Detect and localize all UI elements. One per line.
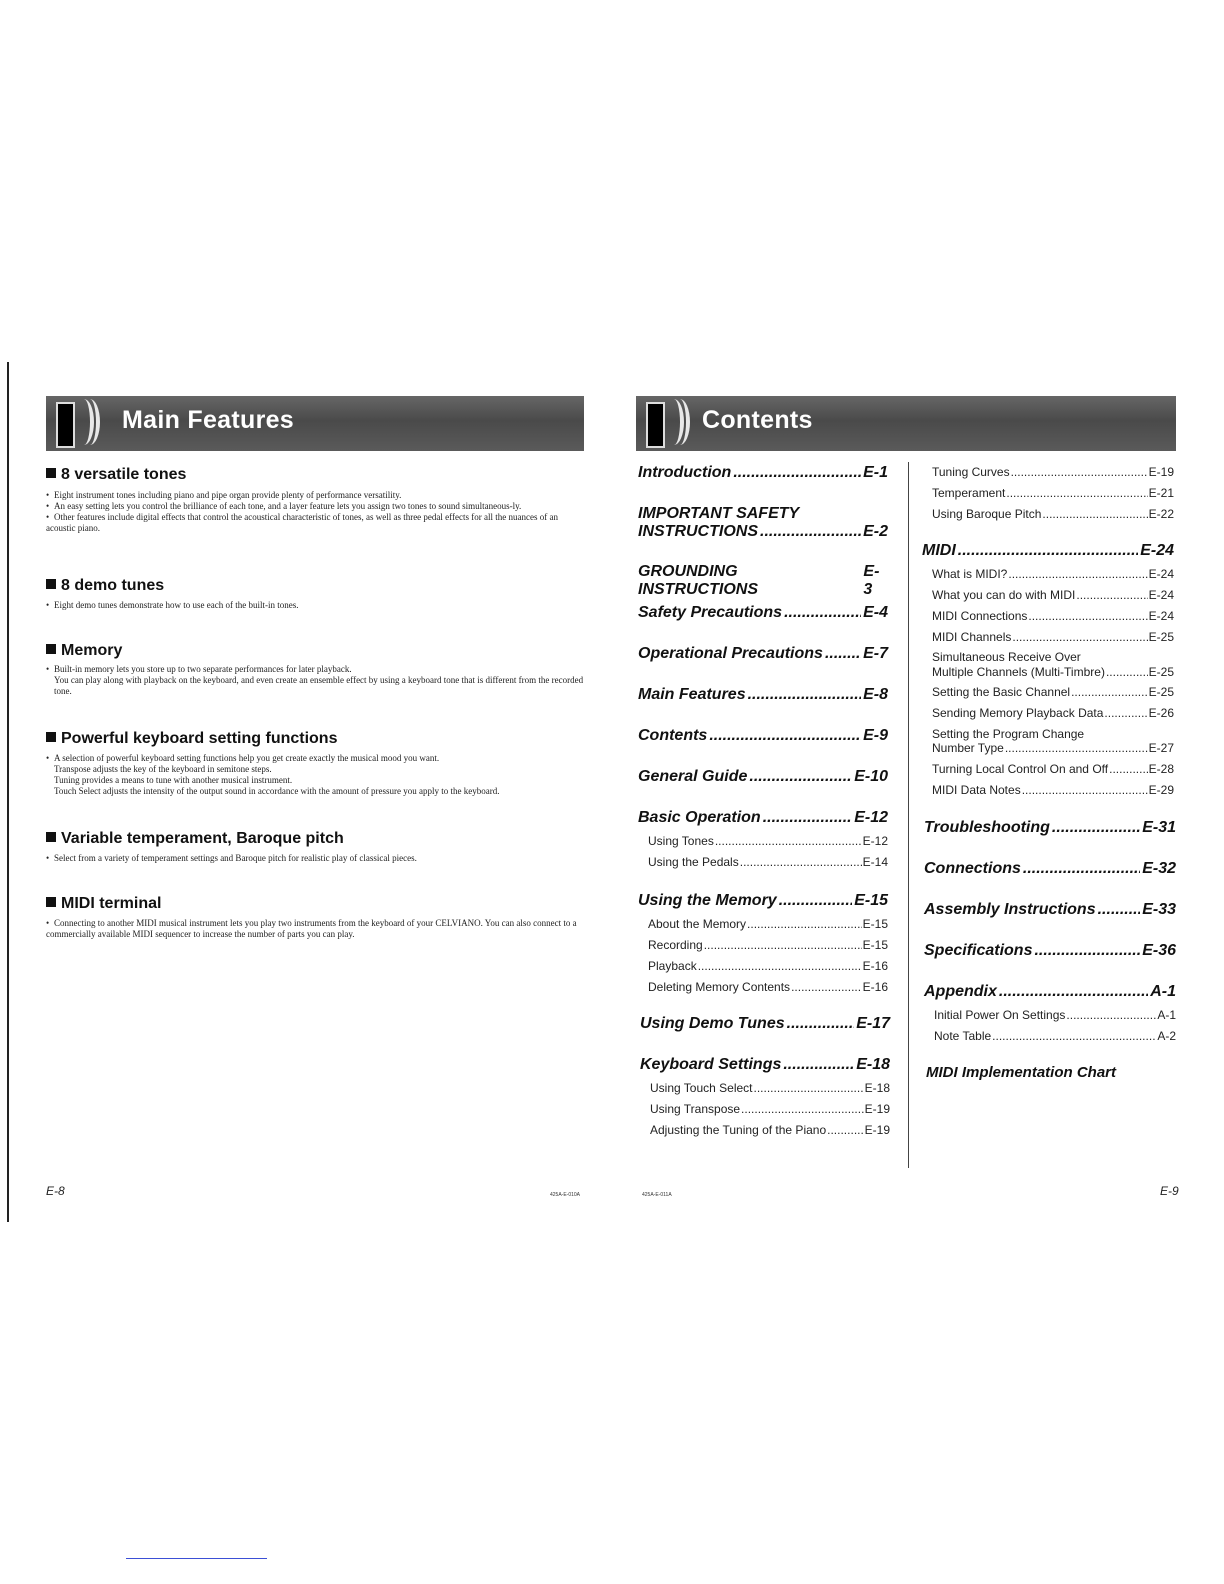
toc-entry[interactable]: Contents ..... E-9 [638, 727, 888, 745]
bullet-continuation: You can play along with playback on the keyboard, and even create an ensemble effect by using a keyboard tone that is different from the recorded tone. [54, 675, 584, 696]
toc-entry[interactable]: Appendix ..... A-1 [924, 983, 1176, 1001]
square-bullet-icon [46, 644, 56, 654]
bullet-item: • An easy setting lets you control the brilliance of each tone, and a layer feature lets you assign two tones to sound simultaneous-ly. [46, 501, 522, 511]
bullet-item: • Connecting to another MIDI musical instrument lets you play two instruments from the keyboard of your CELVIANO. You can also connect to a commercially available MIDI sequencer to increase the number of parts you can play. [46, 918, 577, 939]
toc-entry[interactable]: GROUNDING INSTRUCTIONS E-3 [638, 563, 880, 598]
banner-arc-icon [670, 399, 690, 445]
page-number: E-8 [46, 1184, 65, 1198]
toc-entry-line[interactable]: IMPORTANT SAFETY [638, 505, 800, 522]
bullet-item: • Select from a variety of temperament settings and Baroque pitch for realistic play of classical pieces. [46, 853, 417, 863]
banner-square-icon [56, 402, 75, 448]
bullet-item: • Eight demo tunes demonstrate how to use each of the built-in tones. [46, 600, 299, 610]
toc-entry[interactable]: Keyboard Settings ..... E-18 [640, 1056, 890, 1074]
banner-title: Main Features [122, 406, 295, 434]
toc-subentry[interactable]: What is MIDI? ..... E-24 [932, 567, 1174, 581]
bullet-item: • Other features include digital effects that control the acoustical characteristic of tones, as well as three pedal effects for all the nuances of an acoustic piano. [46, 512, 558, 533]
bullet-list [46, 664, 586, 697]
toc-subentry[interactable]: Recording ..... E-15 [648, 938, 888, 952]
toc-subentry[interactable]: Note Table ..... A-2 [934, 1029, 1176, 1043]
toc-subentry[interactable]: Number Type ..... E-27 [932, 741, 1174, 755]
bullet-list [46, 490, 586, 534]
banner-arc-icon [80, 399, 100, 445]
toc-entry[interactable]: General Guide ..... E-10 [638, 768, 888, 786]
toc-entry[interactable]: Connections ..... E-32 [924, 860, 1176, 878]
link-underline [126, 1558, 267, 1559]
doc-code: 425A-E-011A [642, 1192, 672, 1198]
toc-subentry[interactable]: Setting the Basic Channel ..... E-25 [932, 685, 1174, 699]
toc-subentry[interactable]: MIDI Data Notes ..... E-29 [932, 783, 1174, 797]
toc-subentry[interactable]: Multiple Channels (Multi-Timbre) ..... E-25 [932, 665, 1174, 679]
toc-entry[interactable]: Operational Precautions ..... E-7 [638, 645, 888, 663]
toc-entry[interactable]: Main Features ..... E-8 [638, 686, 888, 704]
doc-code: 425A-E-010A [550, 1192, 581, 1198]
bullet-continuation: Tuning provides a means to tune with another musical instrument. [54, 775, 293, 785]
toc-subentry[interactable]: Tuning Curves ..... E-19 [932, 465, 1174, 479]
square-bullet-icon [46, 832, 56, 842]
toc-entry[interactable]: Using Demo Tunes ..... E-17 [640, 1015, 890, 1033]
section-heading: Memory [46, 642, 122, 660]
bullet-list [46, 600, 586, 611]
toc-subentry[interactable]: Deleting Memory Contents ..... E-16 [648, 980, 888, 994]
square-bullet-icon [46, 468, 56, 478]
toc-subentry[interactable]: Temperament ..... E-21 [932, 486, 1174, 500]
bullet-list [46, 918, 586, 940]
section-heading: 8 demo tunes [46, 577, 164, 595]
bullet-item: • A selection of powerful keyboard setting functions help you get create exactly the musical mood you want. [46, 753, 440, 763]
toc-subentry[interactable]: Initial Power On Settings ..... A-1 [934, 1008, 1176, 1022]
toc-subentry[interactable]: Using Touch Select ..... E-18 [650, 1081, 890, 1095]
toc-entry[interactable]: Specifications ..... E-36 [924, 942, 1176, 960]
toc-subentry[interactable]: Using Baroque Pitch ..... E-22 [932, 507, 1174, 521]
square-bullet-icon [46, 897, 56, 907]
banner-title: Contents [702, 406, 813, 434]
scan-edge-line [7, 362, 9, 1222]
toc-entry[interactable]: INSTRUCTIONS ..... E-2 [638, 523, 888, 541]
square-bullet-icon [46, 732, 56, 742]
section-heading: MIDI terminal [46, 895, 161, 913]
page-number: E-9 [1160, 1184, 1179, 1198]
toc-subentry[interactable]: What you can do with MIDI ..... E-24 [932, 588, 1174, 602]
banner-square-icon [646, 402, 665, 448]
column-divider [908, 462, 909, 1168]
toc-entry[interactable]: Using the Memory ..... E-15 [638, 892, 888, 910]
bullet-list [46, 753, 586, 797]
toc-entry[interactable]: Safety Precautions ..... E-4 [638, 604, 888, 622]
toc-subentry[interactable]: MIDI Channels ..... E-25 [932, 630, 1174, 644]
bullet-item: • Eight instrument tones including piano and pipe organ provide plenty of performance versatility. [46, 490, 402, 500]
square-bullet-icon [46, 579, 56, 589]
toc-subentry[interactable]: Adjusting the Tuning of the Piano ..... E-19 [650, 1123, 890, 1137]
bullet-item: • Built-in memory lets you store up to two separate performances for later playback. [46, 664, 352, 674]
toc-subentry[interactable]: MIDI Connections ..... E-24 [932, 609, 1174, 623]
bullet-continuation: Touch Select adjusts the intensity of the output sound in accordance with the amount of pressure you apply to the keyboard. [54, 786, 500, 796]
section-heading: Variable temperament, Baroque pitch [46, 830, 344, 848]
toc-entry[interactable]: Assembly Instructions ..... E-33 [924, 901, 1176, 919]
toc-entry[interactable]: MIDI Implementation Chart [926, 1064, 1117, 1081]
toc-subentry[interactable]: Using the Pedals ..... E-14 [648, 855, 888, 869]
section-heading: 8 versatile tones [46, 466, 186, 484]
toc-entry[interactable]: Introduction ..... E-1 [638, 464, 888, 482]
toc-entry[interactable]: Troubleshooting ..... E-31 [924, 819, 1176, 837]
toc-subentry-line[interactable]: Simultaneous Receive Over [932, 650, 1081, 664]
section-heading: Powerful keyboard setting functions [46, 730, 337, 748]
bullet-list [46, 853, 586, 864]
toc-entry[interactable]: Basic Operation ..... E-12 [638, 809, 888, 827]
toc-subentry[interactable]: Using Tones ..... E-12 [648, 834, 888, 848]
bullet-continuation: Transpose adjusts the key of the keyboard in semitone steps. [54, 764, 272, 774]
toc-subentry[interactable]: About the Memory ..... E-15 [648, 917, 888, 931]
toc-subentry[interactable]: Playback ..... E-16 [648, 959, 888, 973]
toc-entry[interactable]: MIDI ..... E-24 [922, 542, 1174, 560]
toc-subentry-line[interactable]: Setting the Program Change [932, 727, 1085, 741]
toc-subentry[interactable]: Using Transpose ..... E-19 [650, 1102, 890, 1116]
main-features-banner [46, 396, 584, 451]
toc-subentry[interactable]: Sending Memory Playback Data ..... E-26 [932, 706, 1174, 720]
toc-subentry[interactable]: Turning Local Control On and Off ..... E-28 [932, 762, 1174, 776]
contents-banner [636, 396, 1176, 451]
